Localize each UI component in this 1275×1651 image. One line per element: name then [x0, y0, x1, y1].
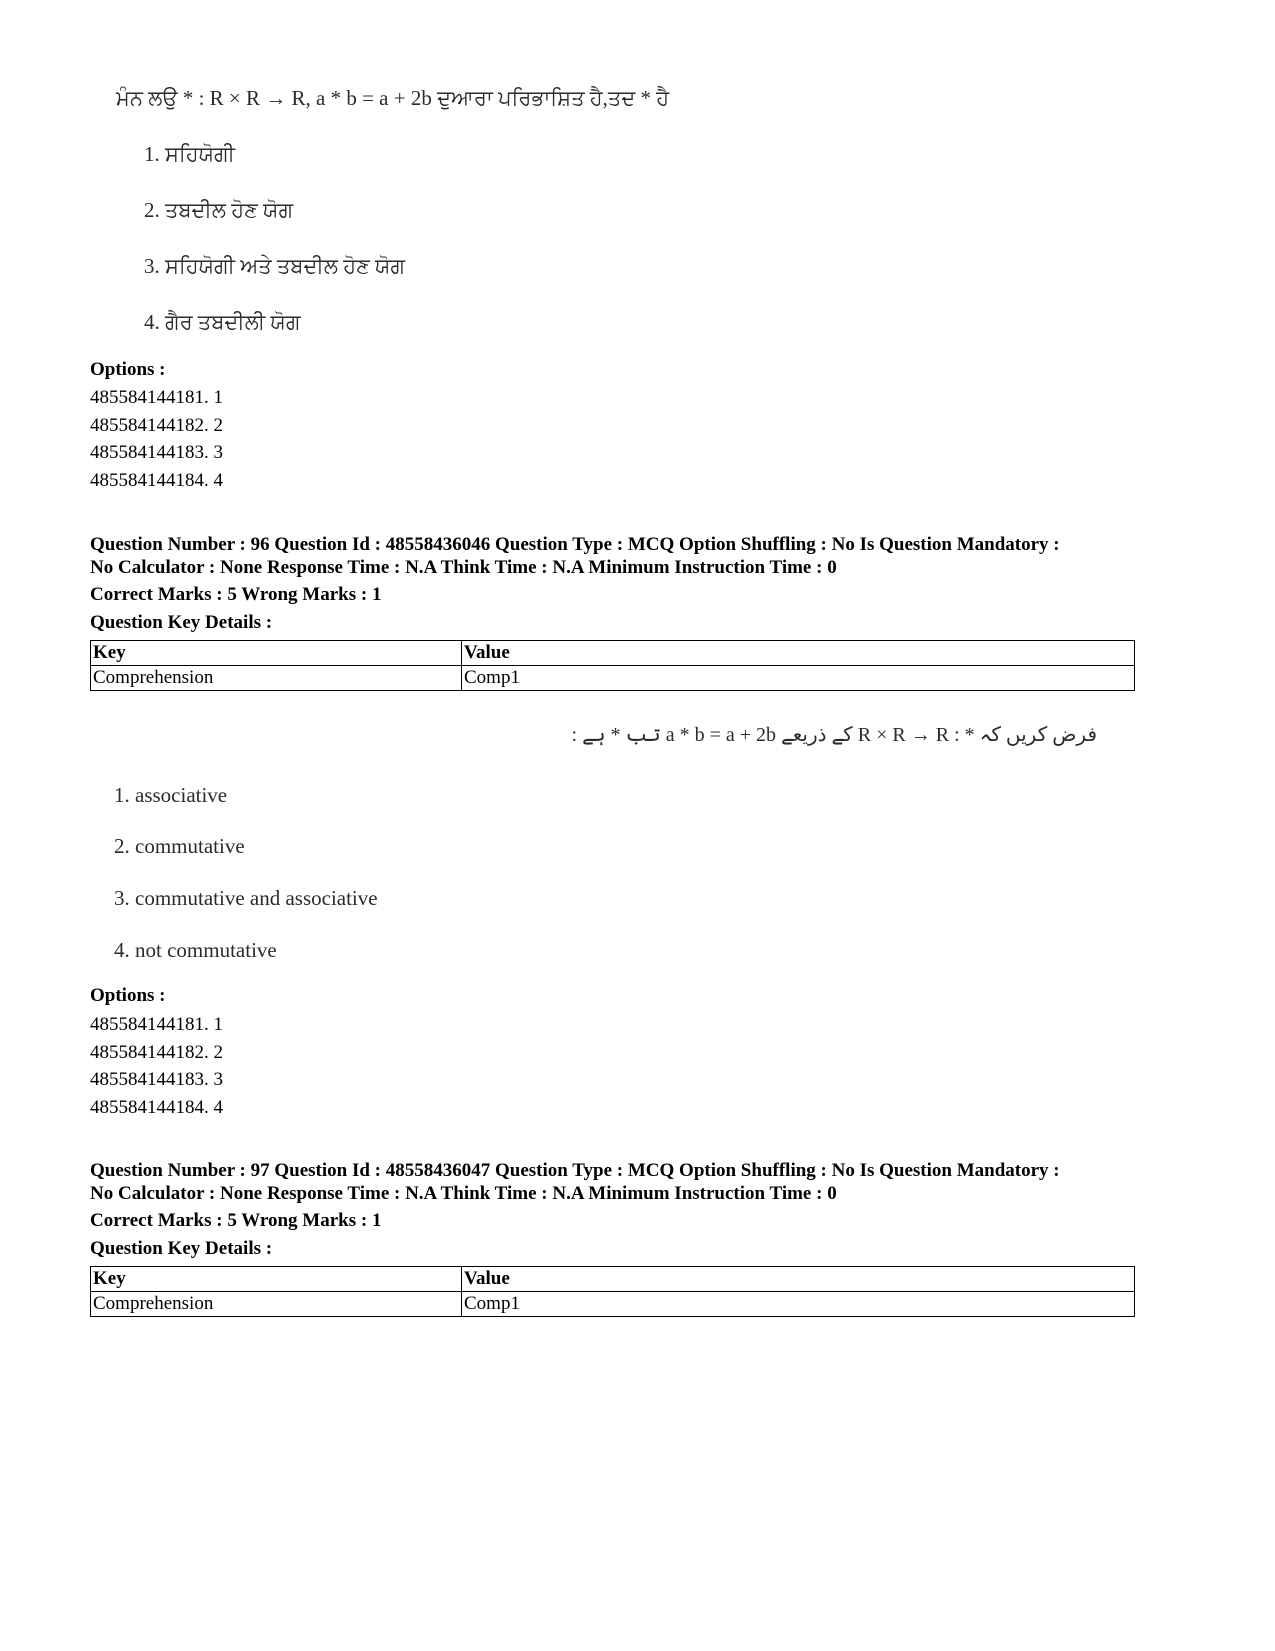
question-choice-image: 2. commutative: [114, 834, 245, 858]
option-item: 485584144183. 3: [90, 1069, 223, 1090]
option-item: 485584144184. 4: [90, 469, 223, 491]
question-choice-image: 3. ਸਹਿਯੋਗੀ ਅਤੇ ਤਬਦੀਲ ਹੋਣ ਯੋਗ: [144, 254, 406, 278]
marks-line: Correct Marks : 5 Wrong Marks : 1: [90, 584, 382, 605]
table-header-row: [91, 1267, 1135, 1292]
question-stem-image: ਮੰਨ ਲਉ * : R × R → R, a * b = a + 2b ਦੁਆਰਾ ਪਰਿਭਾਸ਼ਿਤ ਹੈ,ਤਦ * ਹੈ: [116, 86, 670, 110]
question-stem-image: فرض کریں کہ * : R × R → R کے ذریعے a * b = a + 2b تب * ہے :: [571, 724, 1097, 746]
key-details-table: [90, 640, 1135, 691]
key-details-table: [90, 1266, 1135, 1317]
table-header-row: [91, 641, 1135, 666]
table-header-cell: Key: [91, 641, 462, 666]
table-header-cell: Key: [91, 1267, 462, 1292]
table-header-cell: Value: [462, 641, 1135, 666]
option-item: 485584144182. 2: [90, 1041, 223, 1063]
table-header-cell: Value: [462, 1267, 1135, 1292]
option-item: 485584144181. 1: [90, 1014, 223, 1035]
table-cell: Comp1: [462, 1292, 1135, 1317]
option-list: [90, 1011, 223, 1121]
key-details-label: Question Key Details :: [90, 1238, 273, 1259]
question-meta-line: No Calculator : None Response Time : N.A Think Time : N.A Minimum Instruction Time : 0: [90, 1182, 837, 1204]
option-list: [90, 384, 223, 494]
question-choice-image: 4. ਗੈਰ ਤਬਦੀਲੀ ਯੋਗ: [144, 310, 301, 334]
option-item: 485584144184. 4: [90, 1096, 223, 1118]
question-choice-image: 2. ਤਬਦੀਲ ਹੋਣ ਯੋਗ: [144, 198, 294, 222]
question-meta-line: Question Number : 96 Question Id : 48558436046 Question Type : MCQ Option Shuffling : No Is Question Mandatory :: [90, 534, 1060, 555]
table-cell: Comprehension: [91, 666, 462, 691]
key-details-label: Question Key Details :: [90, 612, 273, 633]
table-cell: Comp1: [462, 666, 1135, 691]
option-item: 485584144183. 3: [90, 442, 223, 463]
marks-line: Correct Marks : 5 Wrong Marks : 1: [90, 1210, 382, 1231]
question-meta: [90, 534, 1170, 579]
question-choice-image: 4. not commutative: [114, 938, 277, 962]
options-label: Options :: [90, 359, 166, 380]
table-row: [91, 666, 1135, 691]
question-meta-line: No Calculator : None Response Time : N.A Think Time : N.A Minimum Instruction Time : 0: [90, 556, 837, 578]
question-choice-image: 1. associative: [114, 783, 228, 807]
question-meta: [90, 1160, 1170, 1205]
option-item: 485584144182. 2: [90, 414, 223, 436]
question-meta-line: Question Number : 97 Question Id : 48558436047 Question Type : MCQ Option Shuffling : No Is Question Mandatory :: [90, 1160, 1060, 1181]
question-choice-image: 1. ਸਹਿਯੋਗੀ: [144, 142, 235, 166]
option-item: 485584144181. 1: [90, 387, 223, 408]
table-row: [91, 1292, 1135, 1317]
question-choice-image: 3. commutative and associative: [114, 886, 378, 910]
options-label: Options :: [90, 985, 166, 1006]
table-cell: Comprehension: [91, 1292, 462, 1317]
